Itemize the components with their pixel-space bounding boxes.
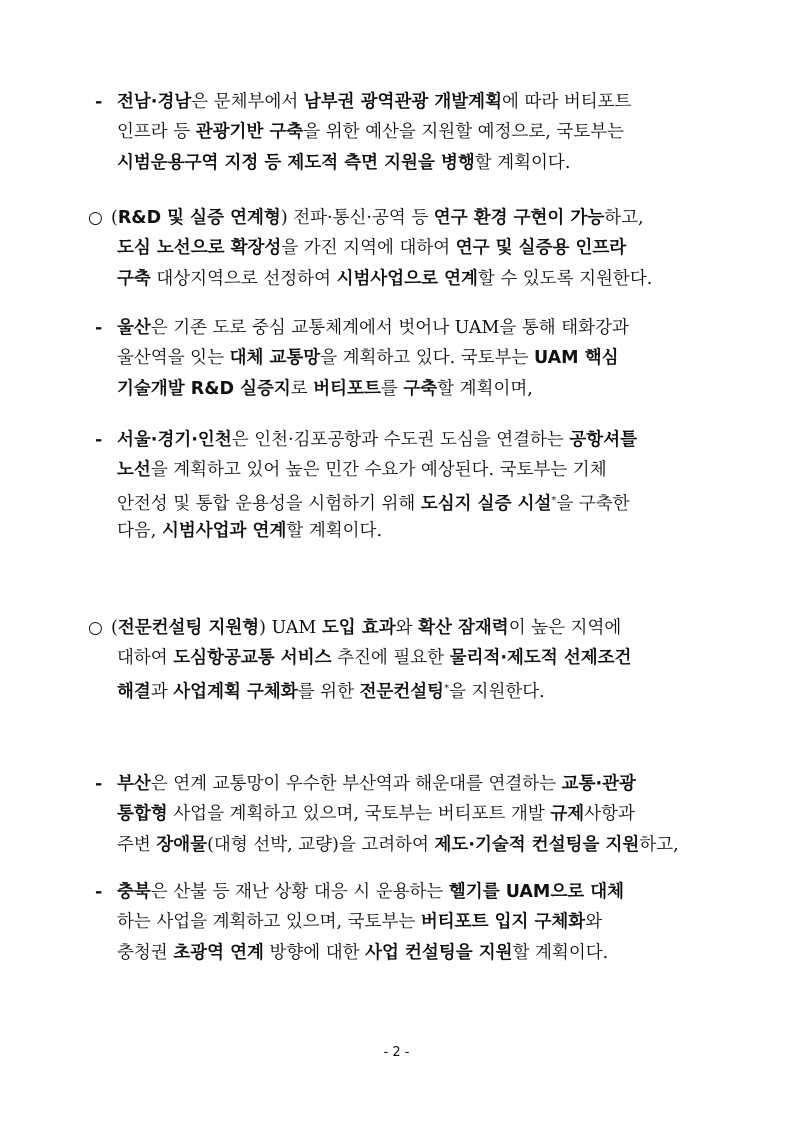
paragraph-line: 노선을 계획하고 있어 높은 민간 수요가 예상된다. 국토부는 기체 [117, 460, 607, 480]
paragraph-line: 도심 노선으로 확장성을 가진 지역에 대하여 연구 및 실증용 인프라 [117, 238, 627, 258]
paragraph-line: 기술개발 R&D 실증지로 버티포트를 구축할 계획이며, [117, 379, 533, 399]
paragraph-line: 전남·경남은 문체부에서 남부권 광역관광 개발계획에 따라 버티포트 [117, 92, 632, 112]
paragraph-line: 서울·경기·인천은 인천·김포공항과 수도권 도심을 연결하는 공항셔틀 [117, 430, 638, 450]
paragraph-line: 충청권 초광역 연계 방향에 대한 사업 컨설팅을 지원할 계획이다. [117, 943, 609, 963]
paragraph-line: 해결과 사업계획 구체화를 위한 전문컨설팅*을 지원한다. [117, 682, 545, 702]
dash-marker: - [95, 882, 103, 902]
paragraph-line: 인프라 등 관광기반 구축을 위한 예산을 지원할 예정으로, 국토부는 [117, 122, 625, 142]
dash-marker: - [95, 774, 103, 794]
paragraph-line: 시범운용구역 지정 등 제도적 측면 지원을 병행할 계획이다. [117, 153, 571, 173]
paragraph-line: 충북은 산불 등 재난 상황 대응 시 운용하는 헬기를 UAM으로 대체 [117, 882, 625, 902]
paragraph-line: 안전성 및 통합 운용성을 시험하기 위해 도심지 실증 시설*을 구축한 [117, 494, 630, 514]
paragraph-line: 다음, 시범사업과 연계할 계획이다. [117, 521, 383, 541]
paragraph-line: 울산은 기존 도로 중심 교통체계에서 벗어나 UAM을 통해 태화강과 [117, 318, 629, 338]
paragraph-line: 통합형 사업을 계획하고 있으며, 국토부는 버티포트 개발 규제사항과 [117, 804, 635, 824]
page-number: - 2 - [383, 1045, 410, 1060]
dash-marker: - [95, 318, 103, 338]
paragraph-line: 주변 장애물(대형 선박, 교량)을 고려하여 제도·기술적 컨설팅을 지원하고, [117, 835, 679, 855]
paragraph-line: (R&D 및 실증 연계형) 전파·통신·공역 등 연구 환경 구현이 가능하고, [111, 208, 644, 228]
dash-marker: - [95, 430, 103, 450]
dash-marker: - [95, 92, 103, 112]
circle-marker: ○ [88, 208, 103, 228]
paragraph-line: (전문컨설팅 지원형) UAM 도입 효과와 확산 잠재력이 높은 지역에 [111, 618, 622, 638]
circle-marker: ○ [88, 618, 103, 638]
paragraph-line: 하는 사업을 계획하고 있으며, 국토부는 버티포트 입지 구체화와 [117, 912, 603, 932]
paragraph-line: 울산역을 잇는 대체 교통망을 계획하고 있다. 국토부는 UAM 핵심 [117, 348, 619, 368]
paragraph-line: 부산은 연계 교통망이 우수한 부산역과 해운대를 연결하는 교통·관광 [117, 774, 636, 794]
paragraph-line: 대하여 도심항공교통 서비스 추진에 필요한 물리적·제도적 선제조건 [117, 648, 632, 668]
paragraph-line: 구축 대상지역으로 선정하여 시범사업으로 연계할 수 있도록 지원한다. [117, 269, 653, 289]
